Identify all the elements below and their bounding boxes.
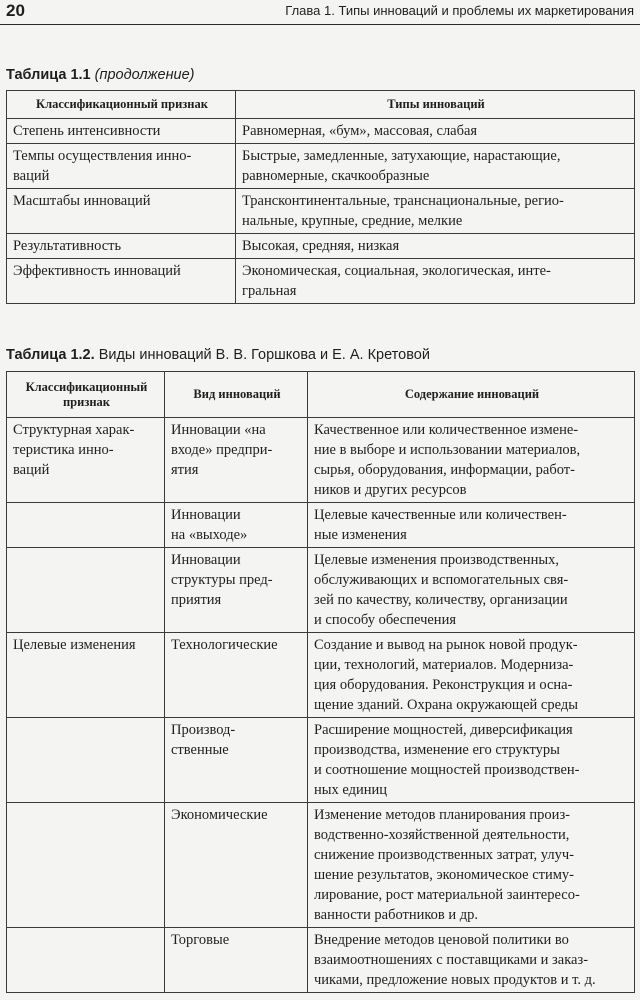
table2-cell: Качественное или количественное измене- ние в выборе и использовании материалов, сырья, оборудования, информации, работ- ников и других ресурсов <box>308 418 635 503</box>
table2-caption-text: Виды инноваций В. В. Горшкова и Е. А. Кретовой <box>98 347 430 363</box>
table1-column-header: Типы инноваций <box>236 91 635 119</box>
table1-cell: Экономическая, социальная, экологическая, инте- гральная <box>236 259 635 304</box>
table2-column-header: Содержание инноваций <box>308 372 635 418</box>
chapter-title: Глава 1. Типы инноваций и проблемы их маркетирования <box>285 3 634 18</box>
table2-body <box>7 418 635 993</box>
table1-body <box>7 119 635 304</box>
table1-row <box>7 119 635 144</box>
table2-cell <box>7 548 165 633</box>
table2-row <box>7 418 635 503</box>
table1-cell: Эффективность инноваций <box>7 259 236 304</box>
table2-row <box>7 503 635 548</box>
table1-row <box>7 259 635 304</box>
table2-cell: Производ- ственные <box>165 718 308 803</box>
table2-cell <box>7 803 165 928</box>
table2-cell: Внедрение методов ценовой политики во взаимоотношениях с поставщиками и заказ- чиками, предложение новых продуктов и т. д. <box>308 928 635 993</box>
page-number: 20 <box>6 1 25 20</box>
table1-caption-label: Таблица 1.1 <box>6 67 91 83</box>
table1-row <box>7 234 635 259</box>
table2-row <box>7 928 635 993</box>
table2-cell <box>7 718 165 803</box>
table1-row <box>7 144 635 189</box>
table2-cell <box>7 503 165 548</box>
table1-caption-note: (продолжение) <box>94 67 195 83</box>
table1-cell: Темпы осуществления инно- ваций <box>7 144 236 189</box>
table1-header-row <box>7 91 635 119</box>
table2-column-header: Классификационный признак <box>7 372 165 418</box>
table2-caption-label: Таблица 1.2. <box>6 347 95 363</box>
table2-header-row <box>7 372 635 418</box>
table2-cell: Расширение мощностей, диверсификация производства, изменение его структуры и соотношение мощностей производствен- ных единиц <box>308 718 635 803</box>
table2-column-header: Вид инноваций <box>165 372 308 418</box>
table2-cell: Инновации «на входе» предпри- ятия <box>165 418 308 503</box>
table2-row <box>7 548 635 633</box>
table2-cell: Целевые качественные или количествен- ные изменения <box>308 503 635 548</box>
table2-cell: Торговые <box>165 928 308 993</box>
table2-row <box>7 803 635 928</box>
table2-cell: Изменение методов планирования произ- водственно-хозяйственной деятельности, снижение производственных затрат, улуч- шение результатов, экономическое стиму- лирование, рост материальной заинтересо- ванности работников и др. <box>308 803 635 928</box>
table1-cell: Трансконтинентальные, транснациональные, регио- нальные, крупные, средние, мелкие <box>236 189 635 234</box>
table2-cell: Экономические <box>165 803 308 928</box>
table2-cell: Создание и вывод на рынок новой продук- ции, технологий, материалов. Модерниза- ция оборудования. Реконструкция и осна- щение зданий. Охрана окружающей среды <box>308 633 635 718</box>
table1-row <box>7 189 635 234</box>
table2-cell <box>7 928 165 993</box>
table2-row <box>7 633 635 718</box>
table1-cell: Результативность <box>7 234 236 259</box>
table2-caption <box>6 346 430 364</box>
table2-cell: Структурная харак- теристика инно- ваций <box>7 418 165 503</box>
table1-cell: Высокая, средняя, низкая <box>236 234 635 259</box>
table2 <box>6 371 635 993</box>
table2-cell: Инновации на «выходе» <box>165 503 308 548</box>
table1 <box>6 90 635 304</box>
table1-cell: Быстрые, замедленные, затухающие, нарастающие, равномерные, скачкообразные <box>236 144 635 189</box>
running-head <box>0 0 640 25</box>
table2-cell: Целевые изменения <box>7 633 165 718</box>
table1-cell: Равномерная, «бум», массовая, слабая <box>236 119 635 144</box>
table1-cell: Степень интенсивности <box>7 119 236 144</box>
table2-cell: Инновации структуры пред- приятия <box>165 548 308 633</box>
table1-column-header: Классификационный признак <box>7 91 236 119</box>
table2-row <box>7 718 635 803</box>
table1-cell: Масштабы инноваций <box>7 189 236 234</box>
table2-cell: Технологические <box>165 633 308 718</box>
table2-cell: Целевые изменения производственных, обслуживающих и вспомогательных свя- зей по качеству, количеству, организации и способу обеспечения <box>308 548 635 633</box>
table1-caption <box>6 66 195 84</box>
